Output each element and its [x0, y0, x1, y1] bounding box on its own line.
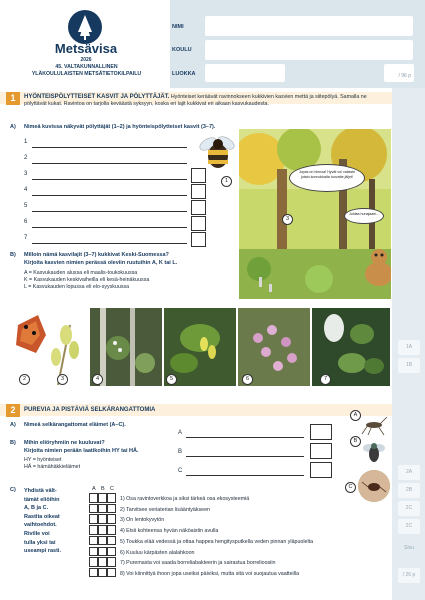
q2a-letter: A)	[10, 422, 16, 428]
answer-line-a[interactable]	[186, 437, 304, 438]
q2b-line-1: Mihin eliöryhmiin ne kuuluvat?	[24, 440, 105, 446]
answer-line-1[interactable]	[32, 147, 187, 148]
checkbox-row5-b[interactable]	[98, 536, 107, 546]
q2c-line-4: Rastita oikeat	[24, 513, 60, 520]
answer-label-c: C	[178, 468, 183, 474]
checkbox-row4-a[interactable]	[89, 525, 98, 535]
q2b-text	[24, 440, 194, 455]
line-number-2: 2	[24, 155, 28, 161]
checkbox-row7-c[interactable]	[107, 557, 116, 567]
q2c-line-3: A, B ja C.	[24, 505, 49, 512]
subtitle-line-1: 45. VALTAKUNNALLINEN	[55, 64, 118, 70]
checkbox-row5-c[interactable]	[107, 536, 116, 546]
score-2c-extra[interactable]: 2C	[398, 519, 420, 534]
q1b-text	[24, 252, 234, 267]
grid-header-c: C	[110, 486, 114, 492]
horsefly-illustration	[360, 438, 388, 466]
checkbox-row8-b[interactable]	[98, 568, 107, 578]
score-2c[interactable]: 2C	[398, 501, 420, 516]
photo-label-6: 6	[242, 374, 253, 385]
score-1b[interactable]: 1B	[398, 358, 420, 373]
checkbox-row6-b[interactable]	[98, 547, 107, 557]
section-1-intro: Hyönteiset keräävät ravinnokseen kukkivien kasvien mettä ja siitepölyä. Samalla ne pölyttävät kukat. Ravintoa on tarjolla keväästä syksyyn, koska eri lajit kukkivat eri aikaan kasvukaudesta.	[24, 94, 367, 107]
key-hy: HY = hyönteiset	[24, 457, 62, 463]
section-2-title: PUREVIA JA PISTÄVIÄ SELKÄRANGATTOMIA	[24, 407, 156, 413]
section-1-title: HYÖNTEISPÖLYTTEISET KASVIT JA PÖLYTTÄJÄT.	[24, 94, 170, 100]
school-label: KOULU	[172, 47, 192, 53]
answer-line-c[interactable]	[186, 475, 304, 476]
line-number-1: 1	[24, 139, 28, 145]
q1b-line-2: Kirjoita kasvien nimien perässä oleviin ruutuihin A, K tai L.	[24, 259, 178, 266]
statement-2: 2) Tarvitsee veriaterian lisääntyäkseen	[120, 506, 210, 513]
q2c-letter: C)	[10, 487, 16, 493]
checkbox-grid	[89, 493, 119, 585]
section-1-number: 1	[6, 92, 20, 105]
q2c-line-5: vaihtoehdot.	[24, 522, 57, 529]
animal-label-c: C	[345, 482, 356, 493]
tree-logo-icon	[68, 10, 102, 44]
answer-label-b: B	[178, 449, 183, 455]
page-points-label: Sivu	[404, 545, 414, 551]
checkbox-row2-b[interactable]	[98, 504, 107, 514]
q1b-letter: B)	[10, 252, 16, 258]
season-box-4[interactable]	[191, 184, 206, 199]
checkbox-row2-c[interactable]	[107, 504, 116, 514]
total-points: / 96 p	[398, 73, 411, 79]
q2c-line-2: tämät eliöihin	[24, 496, 60, 503]
section-2-number: 2	[6, 404, 20, 417]
q2c-line-6: Riville voi	[24, 530, 50, 537]
statement-4: 4) Etsii kohteensa hyvän näköaistin avulla	[120, 528, 219, 535]
answer-line-6[interactable]	[32, 227, 187, 228]
bumblebee-illustration	[196, 132, 240, 176]
speech-bubble-1: Jopas on hienoa! Hyvät voi vallaste jotain kunnokkaita tuovatte jäljet!	[289, 164, 365, 192]
photo-butterfly-willow	[8, 305, 88, 385]
checkbox-row3-a[interactable]	[89, 514, 98, 524]
grid-header-b: B	[101, 486, 105, 492]
checkbox-row1-a[interactable]	[89, 493, 98, 503]
key-l: L = Kasvukauden lopussa eli elo-syyskuussa	[24, 284, 130, 290]
season-key	[24, 270, 234, 291]
checkbox-row7-a[interactable]	[89, 557, 98, 567]
score-1a[interactable]: 1A	[398, 340, 420, 355]
group-box-a[interactable]	[310, 424, 332, 440]
checkbox-row4-c[interactable]	[107, 525, 116, 535]
answer-line-5[interactable]	[32, 211, 187, 212]
page-points: / 26 p	[402, 572, 416, 578]
name-label: NIMI	[172, 24, 184, 30]
group-box-c[interactable]	[310, 462, 332, 478]
line-number-4: 4	[24, 187, 28, 193]
brand-year: 2026	[80, 57, 92, 63]
checkbox-row3-c[interactable]	[107, 514, 116, 524]
picture-label-1: 1	[221, 176, 232, 187]
section-1-intro-block	[24, 94, 386, 108]
mosquito-illustration	[360, 414, 388, 436]
q1a-letter: A)	[10, 124, 16, 130]
q2b-line-2: Kirjoita nimien perään laatikoihin HY tai HÄ.	[24, 447, 139, 454]
brand-title: Metsävisa	[54, 41, 118, 56]
line-number-3: 3	[24, 171, 28, 177]
page-points-box[interactable]	[398, 568, 420, 583]
q2c-line-1: Yhdistä vält-	[24, 488, 57, 494]
answer-line-3[interactable]	[32, 179, 187, 180]
checkbox-row1-c[interactable]	[107, 493, 116, 503]
checkbox-row6-a[interactable]	[89, 547, 98, 557]
answer-line-2[interactable]	[32, 163, 187, 164]
line-number-5: 5	[24, 203, 28, 209]
key-k: K = Kasvukauden keskivaiheilla eli kesä-heinäkuussa	[24, 277, 150, 283]
class-field[interactable]	[205, 64, 285, 82]
season-box-6[interactable]	[191, 216, 206, 231]
photo-label-4: 4	[92, 374, 103, 385]
season-box-7[interactable]	[191, 232, 206, 247]
photo-label-3: 3	[57, 374, 68, 385]
checkbox-row2-a[interactable]	[89, 504, 98, 514]
forest-label-3: 3	[282, 214, 293, 225]
statement-3: 3) On lentokyvytön	[120, 517, 165, 524]
statement-8: 8) Voi kiinnittyä ihoon jopa useiksi päiviksi, mutta sitä voi suojautua vaatteilla	[120, 570, 300, 577]
checkbox-row1-b[interactable]	[98, 493, 107, 503]
answer-line-4[interactable]	[32, 195, 187, 196]
photo-label-7: 7	[320, 374, 331, 385]
key-a: A = Kasvukauden alussa eli maalis-toukokuussa	[24, 270, 138, 276]
q2a-text: Nimeä selkärangattomat eläimet (A–C).	[24, 422, 126, 428]
total-points-box[interactable]	[384, 64, 414, 82]
checkbox-row6-c[interactable]	[107, 547, 116, 557]
checkbox-row7-b[interactable]	[98, 557, 107, 567]
class-label: LUOKKA	[172, 71, 196, 77]
statement-6: 6) Kuuluu kärpästen alalahkoon	[120, 549, 195, 556]
key-ha: HÄ = hämähäkkieläimet	[24, 464, 81, 470]
q1b-line-1: Milloin nämä kasvilajit (3–7) kukkivat Keski-Suomessa?	[24, 252, 169, 258]
animal-label-a: A	[350, 410, 361, 421]
q2c-line-8: useampi rasti.	[24, 548, 61, 555]
season-box-5[interactable]	[191, 200, 206, 215]
photo-label-2: 2	[19, 374, 30, 385]
group-key	[24, 457, 80, 471]
checkbox-row3-b[interactable]	[98, 514, 107, 524]
checkbox-row4-b[interactable]	[98, 525, 107, 535]
q1a-text: Nimeä kuvissa näkyvät pölyttäjät (1–2) ja hyönteispölytteiset kasvit (3–7).	[24, 124, 216, 130]
answer-label-a: A	[178, 430, 183, 436]
score-2b[interactable]: 2B	[398, 483, 420, 498]
photo-label-5: 5	[166, 374, 177, 385]
speech-bubble-2: Juhlaa hunajaani...	[344, 208, 384, 224]
checkbox-row8-a[interactable]	[89, 568, 98, 578]
line-number-6: 6	[24, 219, 28, 225]
score-2a[interactable]: 2A	[398, 465, 420, 480]
statement-5: 5) Toukka elää vedessä ja ottaa happea hengitysputkella veden pinnan yläpuolelta	[120, 538, 314, 545]
grid-header-a: A	[92, 486, 96, 492]
checkbox-row5-a[interactable]	[89, 536, 98, 546]
q2c-line-7: tulla yksi tai	[24, 539, 56, 546]
brand-subtitle	[14, 64, 159, 77]
name-field[interactable]	[205, 16, 413, 36]
statement-1: 1) Osa ravintoverkkoa ja siksi tärkeä osa ekosysteemiä	[120, 496, 250, 502]
answer-line-b[interactable]	[186, 456, 304, 457]
q2b-letter: B)	[10, 440, 16, 446]
line-number-7: 7	[24, 235, 28, 241]
answer-line-7[interactable]	[32, 243, 187, 244]
school-field[interactable]	[205, 40, 413, 60]
subtitle-line-2: YLÄKOULULAISTEN METSÄTIETOKILPAILU	[31, 70, 142, 77]
statement-7: 7) Puremasta voi saada borreliabakteerin ja sairastua borrelioosiin	[120, 560, 276, 567]
checkbox-row8-c[interactable]	[107, 568, 116, 578]
q2c-instructions	[24, 487, 84, 556]
statement-list	[120, 494, 390, 580]
group-box-b[interactable]	[310, 443, 332, 459]
animal-label-b: B	[350, 436, 361, 447]
